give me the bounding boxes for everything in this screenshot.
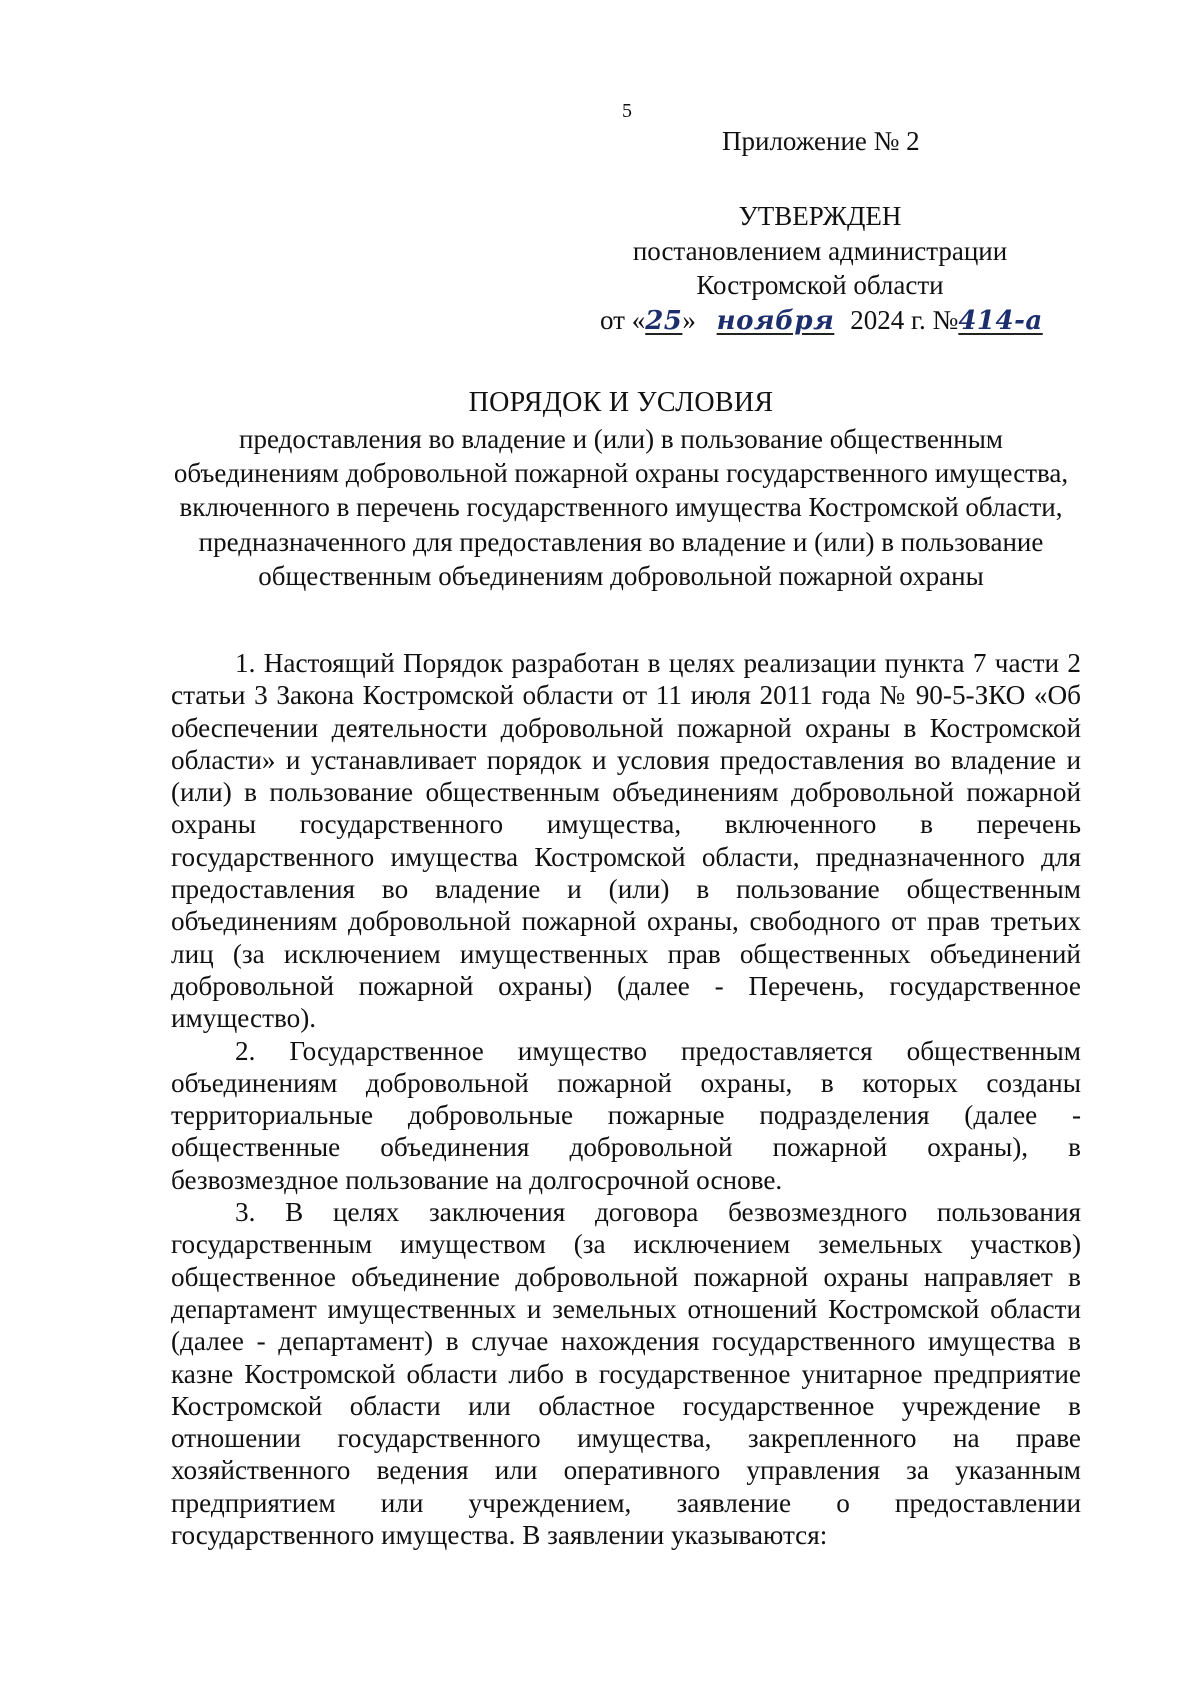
document-title: ПОРЯДОК И УСЛОВИЯ [468, 387, 774, 418]
date-mid: » [682, 304, 696, 335]
paragraph-1: 1. Настоящий Порядок разработан в целях реализации пункта 7 части 2 статьи 3 Закона Костромской области от 11 июля 2011 года № 90-5-ЗКО «Об обеспечении деятельности добровольной пожарной охраны в Костромской области» и устанавливает порядок и условия предоставления во владение и (или) в пользование общественным объединениям добровольной пожарной охраны государственного имущества, включенного в перечень государственного имущества Костромской области, предназначенного для предоставления во владение и (или) в пользование общественным объединениям добровольной пожарной охраны, свободного от прав третьих лиц (за исключением имущественных прав общественных объединений добровольной пожарной охраны) (далее - Перечень, государственное имущество). [171, 648, 1081, 1034]
page-number: 5 [622, 100, 632, 122]
date-year: 2024 г. № [850, 304, 959, 335]
handwritten-doc-number: 414-а [958, 305, 1043, 336]
paragraph-3: 3. В целях заключения договора безвозмездного пользования государственным имуществом (за исключением земельных участков) общественное объединение добровольной пожарной охраны направляет в департамент имущественных и земельных отношений Костромской области (далее - департамент) в случае нахождения государственного имущества в казне Костромской области либо в государственное унитарное предприятие Костромской области или областное государственное учреждение в отношении государственного имущества, закрепленного на праве хозяйственного ведения или оперативного управления за указанным предприятием или учреждением, заявление о предоставлении государственного имущества. В заявлении указываются: [171, 1197, 1081, 1551]
approval-block [600, 199, 1043, 338]
document-title-block [160, 386, 1082, 593]
appendix-label: Приложение № 2 [722, 126, 920, 156]
document-body [171, 647, 1081, 1551]
date-prefix: от « [600, 304, 646, 335]
approval-heading: УТВЕРЖДЕН [738, 201, 902, 231]
paragraph-2: 2. Государственное имущество предоставляется общественным объединениям добровольной пожарной охраны, в которых созданы территориальные добровольные пожарные подразделения (далее - общественные объединения добровольной пожарной охраны), в безвозмездное пользование на долгосрочной основе. [171, 1035, 1081, 1195]
handwritten-month: ноября [716, 305, 835, 336]
approval-line-1: постановлением администрации [632, 235, 1008, 266]
handwritten-day: 25 [645, 305, 683, 336]
document-subtitle: предоставления во владение и (или) в пользование общественным объединениям добровольной пожарной охраны государственного имущества, включенного в перечень государственного имущества Костромской области, предназначенного для предоставления во владение и (или) в пользование общественным объединениям добровольной пожарной охраны [173, 424, 1069, 591]
approval-date-line [600, 303, 1043, 339]
approval-line-2: Костромской области [696, 270, 944, 300]
